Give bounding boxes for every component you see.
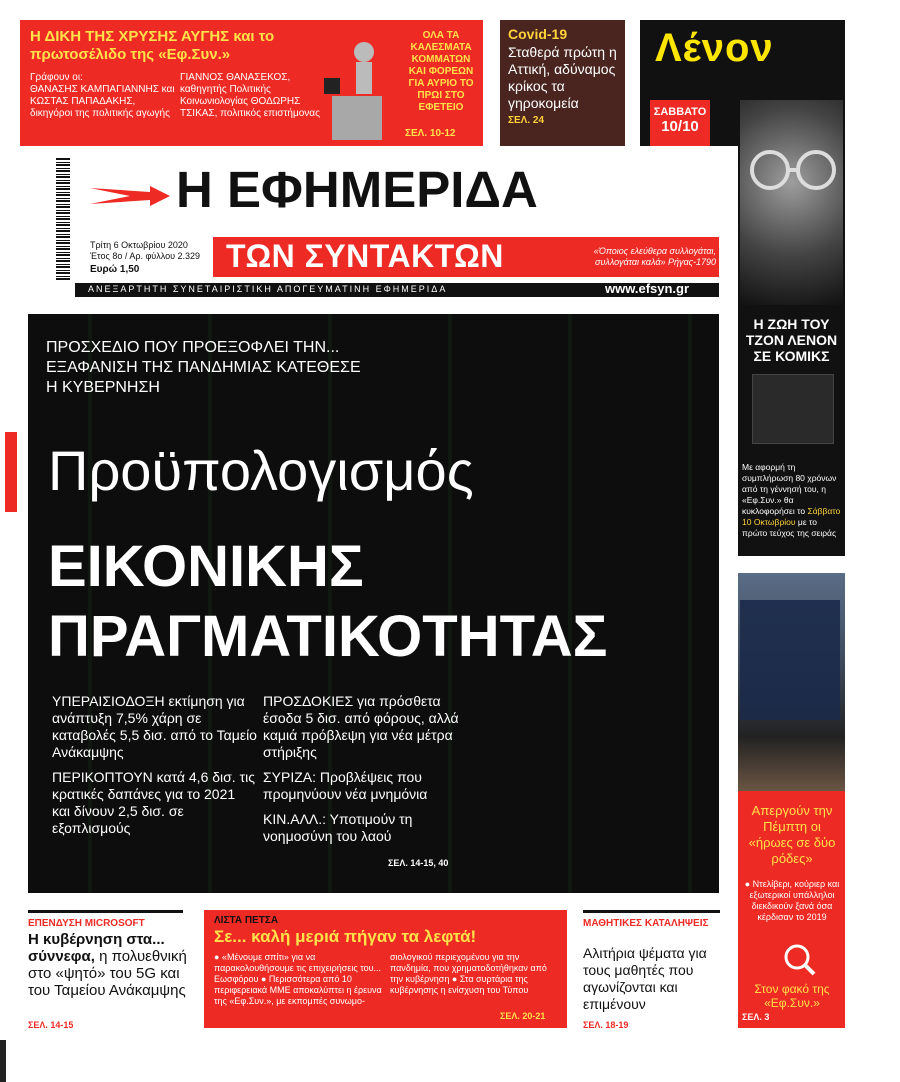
website-link[interactable]: www.efsyn.gr: [605, 281, 690, 296]
lennon-date-badge: [650, 100, 710, 146]
students-kicker: ΜΑΘΗΤΙΚΕΣ ΚΑΤΑΛΗΨΕΙΣ: [583, 918, 709, 929]
microsoft-lead: Η κυβέρνηση στα... σύννεφα,: [28, 931, 165, 965]
students-rule: [583, 910, 720, 913]
strike-pages: ΣΕΛ. 3: [742, 1012, 770, 1022]
petsa-kicker: ΛΙΣΤΑ ΠΕΤΣΑ: [214, 915, 279, 926]
strike-text: ● Ντελίβερι, κούριερ και εξωτερικοί υπάλληλοι διεκδικούν ξανά όσα κέρδισαν το 2019: [744, 879, 840, 922]
top-promo-writers-col1: [30, 72, 180, 120]
main-pages: ΣΕΛ. 14-15, 40: [388, 858, 449, 868]
tagline: ΑΝΕΞΑΡΤΗΤΗ ΣΥΝΕΤΑΙΡΙΣΤΙΚΗ ΑΠΟΓΕΥΜΑΤΙΝΗ ΕΦΗΜΕΡΙΔΑ: [88, 284, 448, 294]
masthead-title: Η ΕΦΗΜΕΡΙΔΑ: [176, 161, 538, 218]
covid-box[interactable]: [500, 20, 625, 146]
petsa-pages: ΣΕΛ. 20-21: [500, 1011, 546, 1021]
main-bullets-col2: [263, 693, 483, 853]
left-edge-bar: [0, 1040, 6, 1082]
top-promo-call: ΟΛΑ ΤΑ ΚΑΛΕΣΜΑΤΑ ΚΟΜΜΑΤΩΝ ΚΑΙ ΦΟΡΕΩΝ ΓΙΑ ΑΥΡΙΟ ΤΟ ΠΡΩΙ ΣΤΟ ΕΦΕΤΕΙΟ: [408, 30, 474, 113]
masthead-subtitle: ΤΩΝ ΣΥΝΤΑΚΤΩΝ: [226, 238, 504, 274]
magnifier-icon: [782, 942, 816, 976]
microsoft-rule: [28, 910, 183, 913]
students-story[interactable]: Αλιτήρια ψέματα για τους μαθητές που αγωνίζονται και επιμένουν: [583, 945, 707, 1012]
strike-headline: Απεργούν την Πέμπτη οι «ήρωες σε δύο ρόδες»: [748, 803, 836, 866]
protest-flag-image: [740, 600, 840, 720]
microsoft-kicker: ΕΠΕΝΔΥΣΗ MICROSOFT: [28, 918, 145, 929]
lennon-text-highlight: Σάββατο 10 Οκτωβρίου: [742, 506, 841, 527]
main-col2-p3: ΚΙΝ.ΑΛΛ.: Υποτιμούν τη νοημοσύνη του λαού: [263, 811, 413, 844]
lennon-date-day: ΣΑΒΒΑΤΟ: [653, 106, 707, 118]
masthead-info: [90, 240, 208, 275]
petsa-headline: Σε... καλή μεριά πήγαν τα λεφτά!: [214, 927, 477, 946]
top-promo-box[interactable]: [20, 20, 483, 146]
side-tab: [5, 432, 17, 512]
microsoft-story[interactable]: [28, 931, 198, 999]
main-col1-p1: ΥΠΕΡΑΙΣΙΟΔΟΞΗ εκτίμηση για ανάπτυξη 7,5% χάρη σε καταβολές 5,5 δισ. από το Ταμείο Ανάκαμψης: [52, 693, 257, 760]
lennon-date-num: 10/10: [661, 118, 699, 135]
lennon-description: [742, 462, 842, 539]
masthead-logo-icon: [90, 184, 170, 208]
students-pages: ΣΕΛ. 18-19: [583, 1020, 629, 1030]
lennon-comic-line1: Η ΖΩΗ ΤΟΥ: [753, 316, 830, 332]
masthead-price: Ευρώ 1,50: [90, 264, 140, 275]
main-headline-line2: ΕΙΚΟΝΙΚΗΣ: [48, 534, 364, 599]
lennon-comic-headline: [740, 316, 843, 364]
lennon-text-end: με το πρώτο τεύχος της σειράς: [742, 517, 837, 538]
top-promo-title: Η ΔΙΚΗ ΤΗΣ ΧΡΥΣΗΣ ΑΥΓΗΣ και το πρωτοσέλιδο της «Εφ.Συν.»: [30, 28, 275, 63]
microsoft-pages: ΣΕΛ. 14-15: [28, 1020, 74, 1030]
petsa-col1: ● «Μένουμε σπίτι» για να παρακολουθήσουμε τις επιχειρήσεις του... Εωσφόρου ● Περισσότερα από 10 περιφερειακά ΜΜΕ αποκαλύπτει η έρευνα της «Εφ.Συν.», με εκπομπές συνωμο-: [214, 952, 382, 1006]
main-col2-p1: ΠΡΟΣΔΟΚΙΕΣ για πρόσθετα έσοδα 5 δισ. από φόρους, αλλά καμιά πρόβλεψη για νέα μέτρα στήριξης: [263, 693, 459, 760]
glasses-icon: [740, 100, 843, 305]
lennon-comic-line3: ΣΕ ΚΟΜΙΚΣ: [753, 348, 830, 364]
main-headline-line1: Προϋπολογισμός: [48, 439, 474, 502]
covid-kicker: Covid-19: [508, 26, 568, 42]
covid-text: Σταθερά πρώτη η Αττική, αδύναμος κρίκος τα γηροκομεία: [508, 44, 617, 111]
strike-focus-label: Στον φακό της «Εφ.Συν.»: [754, 982, 830, 1010]
masthead-issue: Έτος 8ο / Αρ. φύλλου 2.329: [90, 251, 201, 261]
main-kicker: ΠΡΟΣΧΕΔΙΟ ΠΟΥ ΠΡΟΕΞΟΦΛΕΙ ΤΗΝ... ΕΞΑΦΑΝΙΣΗ ΤΗΣ ΠΑΝΔΗΜΙΑΣ ΚΑΤΕΘΕΣΕ Η ΚΥΒΕΡΝΗΣΗ: [46, 339, 361, 396]
masthead-date: Τρίτη 6 Οκτωβρίου 2020: [90, 240, 188, 250]
microsoft-text: η πολυεθνική στο «ψητό» του 5G και του Ταμείου Ανάκαμψης: [28, 948, 187, 999]
trash-bin-icon: [320, 38, 400, 142]
covid-pages: ΣΕΛ. 24: [508, 115, 545, 126]
top-promo-writers-col2: ΓΙΑΝΝΟΣ ΘΑΝΑΣΕΚΟΣ, καθηγητής Πολιτικής Κοινωνιολογίας ΘΟΔΩΡΗΣ ΤΣΙΚΑΣ, πολιτικός επιστήμονας: [180, 72, 320, 119]
lennon-text-main: Με αφορμή τη συμπλήρωση 80 χρόνων από τη γέννησή του, η «Εφ.Συν.» θα κυκλοφορήσει το: [742, 462, 837, 516]
lennon-comic-line2: ΤΖΟΝ ΛΕΝΟΝ: [745, 332, 838, 348]
comic-strip-image: [752, 374, 834, 444]
top-promo-writers-names-1: ΘΑΝΑΣΗΣ ΚΑΜΠΑΓΙΑΝΝΗΣ και ΚΩΣΤΑΣ ΠΑΠΑΔΑΚΗΣ, δικηγόροι της πολιτικής αγωγής: [30, 84, 175, 119]
lennon-title: Λένον: [655, 26, 774, 70]
masthead-quote: «Όποιος ελεύθερα συλλογάται, συλλογάται καλά» Ρήγας-1790: [593, 246, 716, 267]
top-promo-pages: ΣΕΛ. 10-12: [405, 128, 456, 139]
top-promo-writers-label: Γράφουν οι:: [30, 72, 83, 83]
barcode: [56, 158, 70, 280]
main-col2-p2: ΣΥΡΙΖΑ: Προβλέψεις που προμηνύουν νέα μνημόνια: [263, 769, 428, 802]
main-bullets-col1: [52, 693, 257, 845]
petsa-col2: σιολογικού περιεχομένου για την πανδημία, που χρηματοδοτήθηκαν από την κυβέρνηση ● Στα συρτάρια της κυβέρνησης η ενίσχυση του Τύπου: [390, 952, 547, 995]
main-headline-line3: ΠΡΑΓΜΑΤΙΚΟΤΗΤΑΣ: [48, 604, 608, 669]
main-col1-p2: ΠΕΡΙΚΟΠΤΟΥΝ κατά 4,6 δισ. τις κρατικές δαπάνες για το 2021 και δίνουν 2,5 δισ. σε εξοπλισμούς: [52, 769, 255, 836]
lennon-portrait-image: [740, 100, 843, 305]
